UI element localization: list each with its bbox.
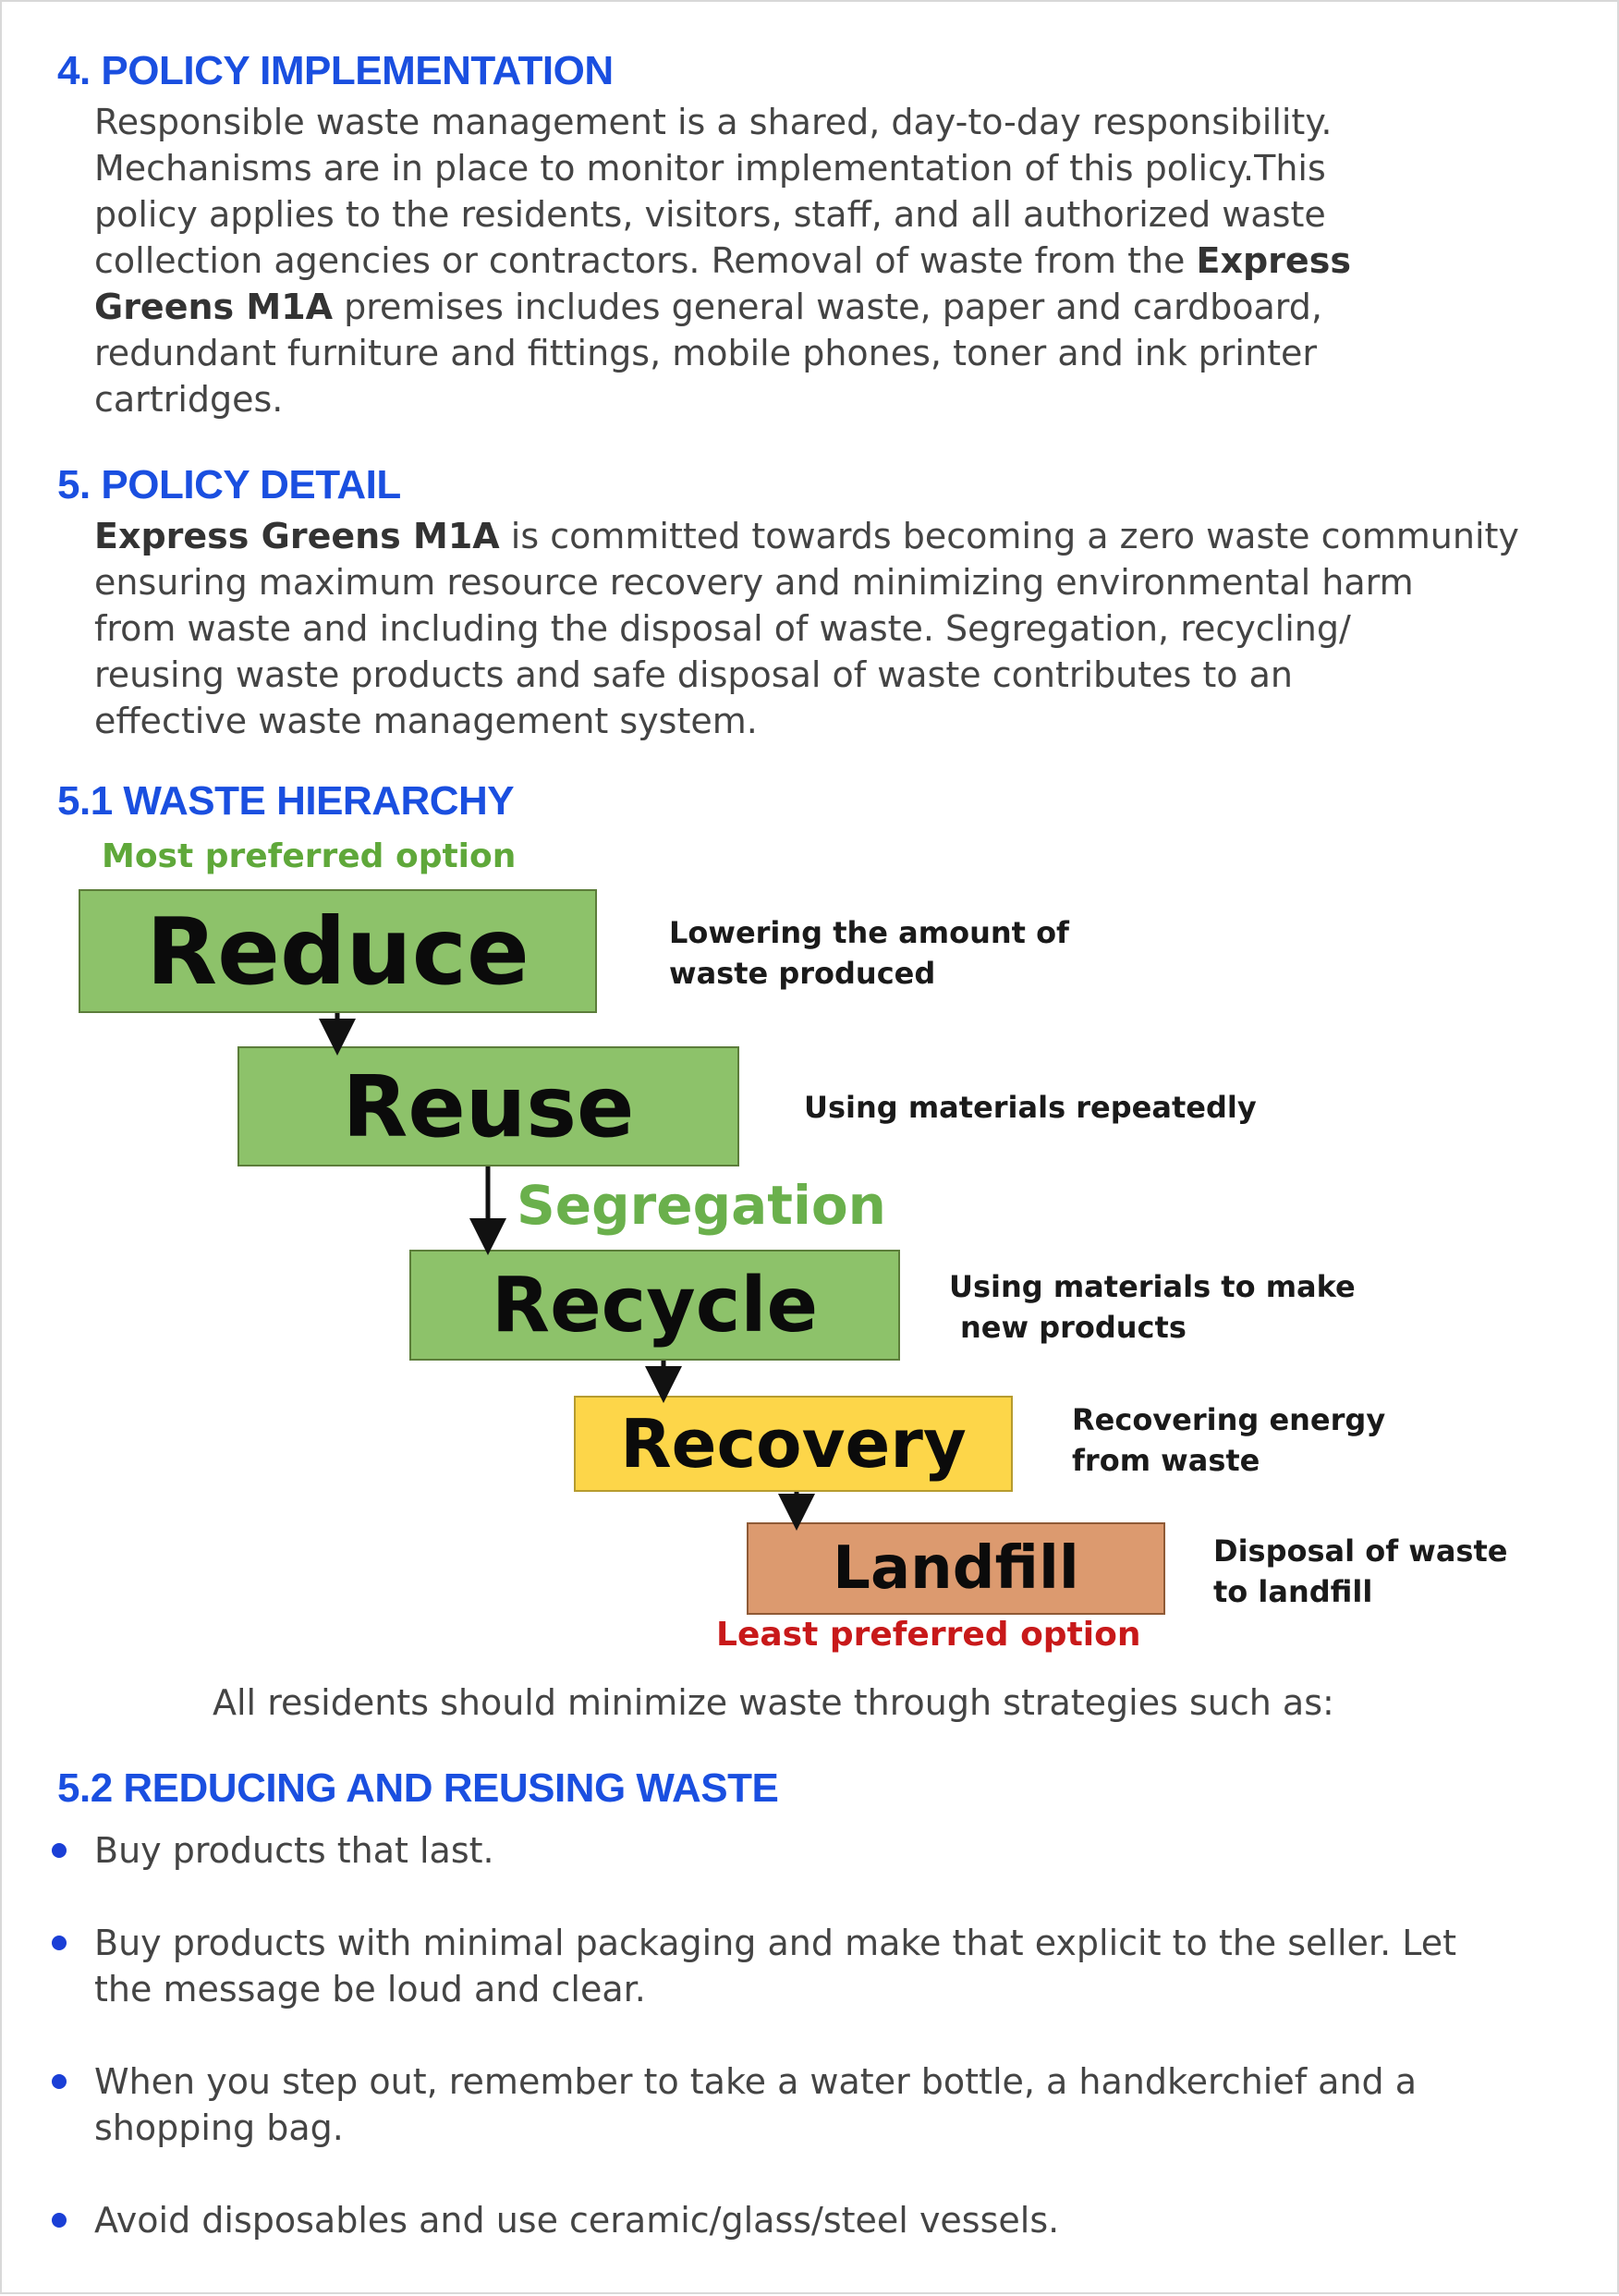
hierarchy-caption: All residents should minimize waste through strategies such as: bbox=[213, 1682, 1334, 1723]
bullet-icon bbox=[52, 1843, 67, 1858]
desc-line: Recovering energy bbox=[1072, 1402, 1386, 1437]
tier-recycle-desc bbox=[949, 1266, 1356, 1348]
tier-recovery-desc bbox=[1072, 1399, 1385, 1481]
desc-line: Using materials to make bbox=[949, 1269, 1356, 1304]
bullet-line: Buy products with minimal packaging and make that explicit to the seller. Let bbox=[94, 1923, 1457, 1963]
section-4-line: cartridges. bbox=[94, 379, 284, 420]
section-5-heading: 5. POLICY DETAIL bbox=[57, 462, 401, 507]
bold-org-name: Greens M1A bbox=[94, 287, 334, 327]
bullet-icon bbox=[52, 1936, 67, 1950]
section-4-line: redundant furniture and fittings, mobile phones, toner and ink printer bbox=[94, 333, 1317, 373]
tier-reuse-desc bbox=[804, 1087, 1257, 1128]
bullet-text bbox=[94, 2197, 1573, 2243]
section-5-line: ensuring maximum resource recovery and minimizing environmental harm bbox=[94, 562, 1414, 603]
least-preferred-label: Least preferred option bbox=[716, 1616, 1141, 1654]
desc-line: Disposal of waste bbox=[1213, 1533, 1508, 1569]
bullet-line: Buy products that last. bbox=[94, 1830, 494, 1871]
bold-org-name: Express bbox=[1196, 240, 1351, 281]
bullet-text bbox=[94, 1827, 1573, 1874]
bullet-line: When you step out, remember to take a water bottle, a handkerchief and a bbox=[94, 2061, 1418, 2102]
desc-line: Lowering the amount of bbox=[669, 915, 1069, 950]
section-4-line: policy applies to the residents, visitors, staff, and all authorized waste bbox=[94, 194, 1326, 235]
section-4-heading: 4. POLICY IMPLEMENTATION bbox=[57, 48, 614, 93]
section-5-1-heading: 5.1 WASTE HIERARCHY bbox=[57, 778, 515, 824]
tier-recycle: Recycle bbox=[409, 1250, 900, 1361]
bullet-line: the message be loud and clear. bbox=[94, 1969, 646, 2009]
bullet-icon bbox=[52, 2074, 67, 2089]
text-span: collection agencies or contractors. Removal of waste from the bbox=[94, 240, 1197, 281]
section-5-2-heading: 5.2 REDUCING AND REUSING WASTE bbox=[57, 1765, 779, 1811]
section-4-line: Mechanisms are in place to monitor implementation of this policy.This bbox=[94, 148, 1326, 189]
tier-landfill-desc bbox=[1213, 1531, 1507, 1612]
desc-line: to landfill bbox=[1213, 1574, 1373, 1609]
section-5-line: from waste and including the disposal of waste. Segregation, recycling/ bbox=[94, 608, 1351, 649]
tier-landfill: Landfill bbox=[747, 1522, 1165, 1615]
section-4-line: Responsible waste management is a shared, day-to-day responsibility. bbox=[94, 102, 1333, 142]
bullet-text bbox=[94, 2058, 1573, 2151]
tier-reduce-desc bbox=[669, 912, 1069, 994]
bullet-icon bbox=[52, 2213, 67, 2228]
tier-reduce: Reduce bbox=[79, 889, 597, 1013]
bullet-line: Avoid disposables and use ceramic/glass/steel vessels. bbox=[94, 2200, 1060, 2241]
segregation-label: Segregation bbox=[517, 1174, 886, 1237]
text-span: premises includes general waste, paper and cardboard, bbox=[333, 287, 1322, 327]
section-5-line: reusing waste products and safe disposal of waste contributes to an bbox=[94, 654, 1293, 695]
bold-org-name: Express Greens M1A bbox=[94, 516, 500, 556]
tier-recovery: Recovery bbox=[574, 1396, 1013, 1492]
tier-reuse: Reuse bbox=[237, 1046, 739, 1166]
bullet-text bbox=[94, 1920, 1573, 2012]
section-5-line: effective waste management system. bbox=[94, 701, 758, 741]
desc-line: from waste bbox=[1072, 1443, 1260, 1478]
desc-line: new products bbox=[960, 1310, 1187, 1345]
desc-line: waste produced bbox=[669, 956, 936, 991]
desc-line: Using materials repeatedly bbox=[804, 1090, 1257, 1125]
bullet-line: shopping bag. bbox=[94, 2107, 344, 2148]
most-preferred-label: Most preferred option bbox=[102, 837, 517, 875]
text-span: is committed towards becoming a zero waste community bbox=[499, 516, 1519, 556]
